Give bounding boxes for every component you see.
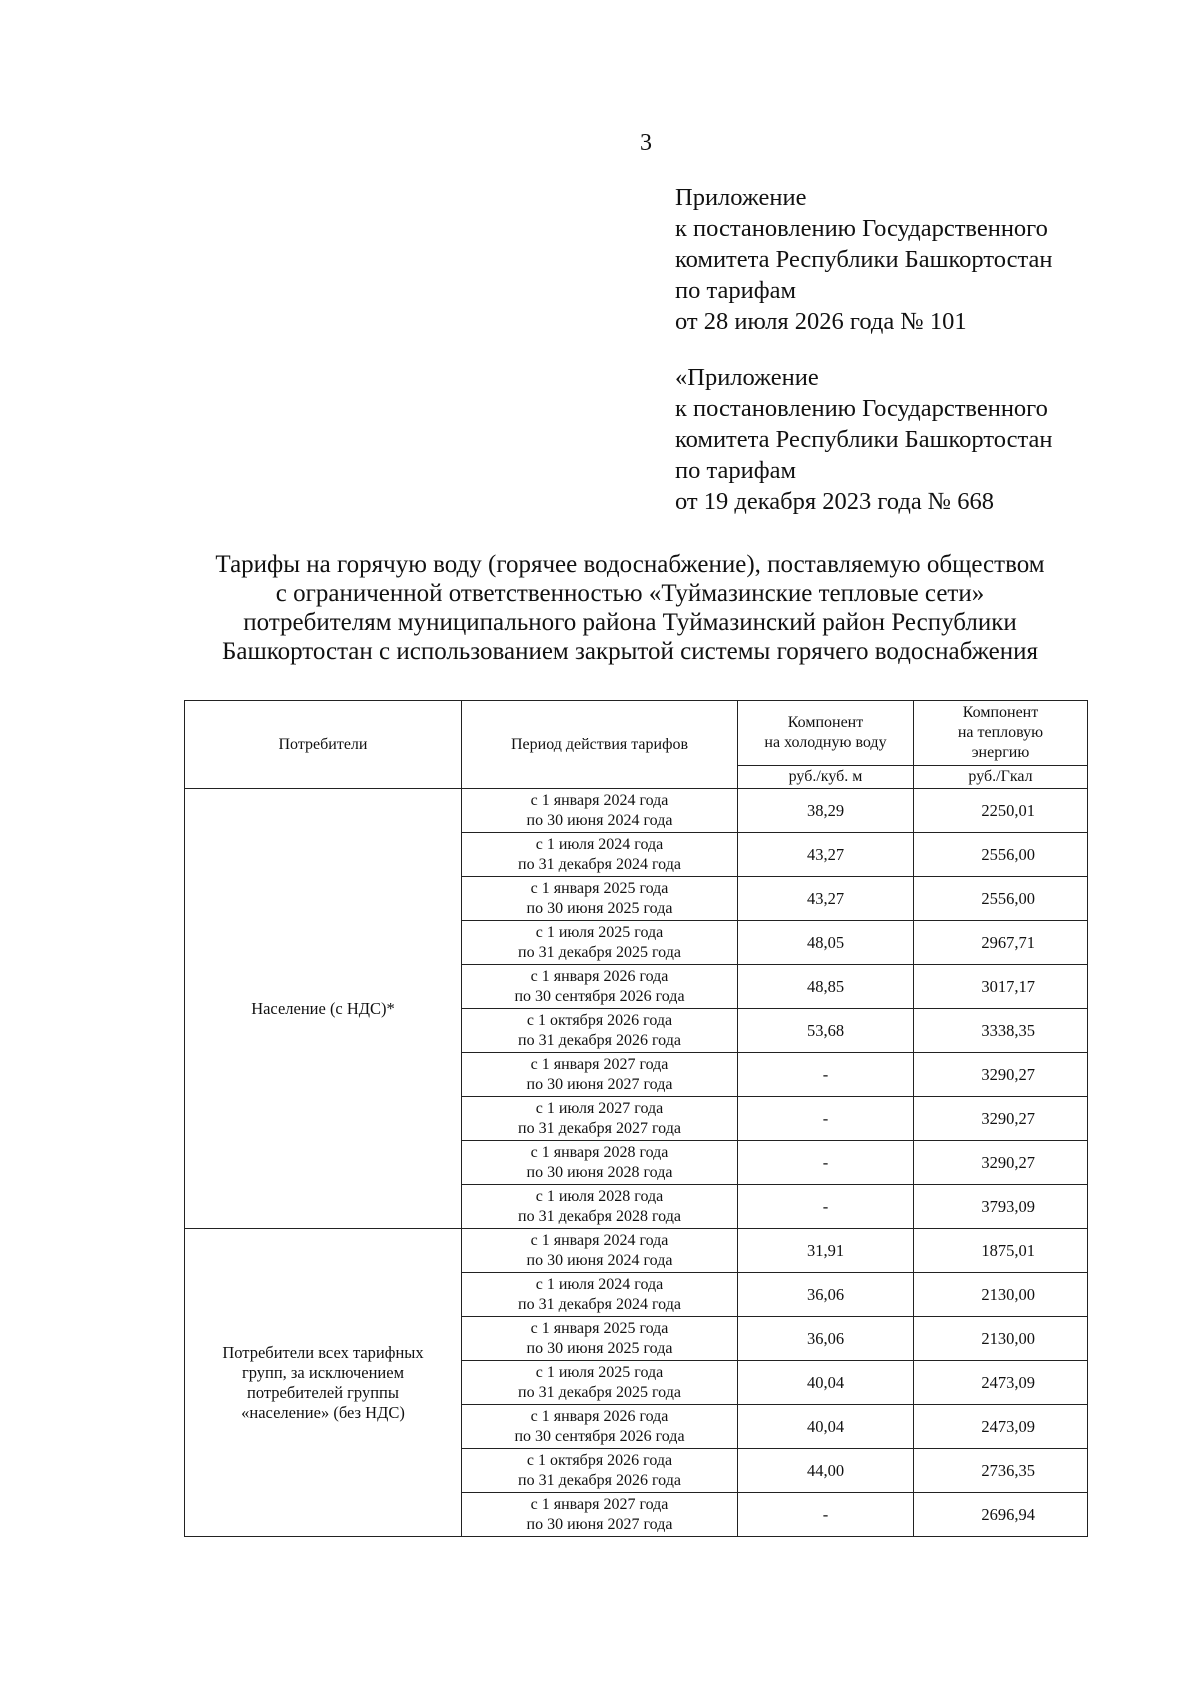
period-line: с 1 января 2025 года — [530, 1319, 669, 1337]
cold-water-value: 44,00 — [738, 1449, 914, 1493]
period-line: по 30 сентября 2026 года — [514, 1427, 685, 1445]
period-line: с 1 октября 2026 года — [526, 1011, 673, 1029]
consumer-line: потребителей группы — [247, 1382, 399, 1402]
appendix-original — [675, 362, 1052, 517]
header-cold-water — [738, 701, 914, 766]
period-cell — [462, 965, 738, 1009]
period-cell — [462, 1097, 738, 1141]
consumer-group-cell — [185, 789, 462, 1229]
period-line: с 1 января 2028 года — [530, 1143, 669, 1161]
appendix-line: от 19 декабря 2023 года № 668 — [675, 488, 995, 515]
cold-water-value: - — [738, 1493, 914, 1537]
appendix-line: «Приложение — [675, 364, 819, 391]
period-cell — [462, 789, 738, 833]
heat-energy-value: 3793,09 — [914, 1185, 1088, 1229]
heat-energy-value: 2736,35 — [914, 1449, 1088, 1493]
period-line: с 1 января 2027 года — [530, 1495, 669, 1513]
period-cell — [462, 1185, 738, 1229]
appendix-line: по тарифам — [675, 277, 796, 304]
cold-water-value: 43,27 — [738, 833, 914, 877]
appendix-line: к постановлению Государственного — [675, 395, 1048, 422]
appendix-line: комитета Республики Башкортостан — [675, 426, 1053, 453]
heat-energy-value: 3017,17 — [914, 965, 1088, 1009]
period-line: по 30 июня 2028 года — [526, 1163, 673, 1181]
period-cell — [462, 1361, 738, 1405]
header-line: на тепловую — [957, 724, 1044, 741]
title-line: потребителям муниципального района Туймазинский район Республики — [243, 609, 1017, 636]
cold-water-value: 40,04 — [738, 1405, 914, 1449]
unit-cold-water: руб./куб. м — [738, 766, 914, 789]
period-line: по 31 декабря 2027 года — [518, 1119, 681, 1137]
heat-energy-value: 3290,27 — [914, 1053, 1088, 1097]
heat-energy-value: 3290,27 — [914, 1097, 1088, 1141]
document-title — [130, 550, 1130, 666]
appendix-line: Приложение — [675, 184, 807, 211]
cold-water-value: 43,27 — [738, 877, 914, 921]
cold-water-value: - — [738, 1097, 914, 1141]
heat-energy-value: 2130,00 — [914, 1273, 1088, 1317]
period-cell — [462, 1141, 738, 1185]
cold-water-value: 38,29 — [738, 789, 914, 833]
period-cell — [462, 877, 738, 921]
appendix-line: комитета Республики Башкортостан — [675, 246, 1053, 273]
table-row — [185, 789, 1088, 833]
period-cell — [462, 1273, 738, 1317]
cold-water-value: 31,91 — [738, 1229, 914, 1273]
period-cell — [462, 1405, 738, 1449]
consumer-line: «население» (без НДС) — [241, 1402, 405, 1422]
period-line: с 1 июля 2024 года — [535, 835, 664, 853]
consumer-line: Население (с НДС)* — [251, 998, 395, 1018]
heat-energy-value: 2473,09 — [914, 1405, 1088, 1449]
period-line: с 1 января 2026 года — [530, 967, 669, 985]
period-line: по 31 декабря 2025 года — [518, 1383, 681, 1401]
period-line: с 1 июля 2027 года — [535, 1099, 664, 1117]
cold-water-value: - — [738, 1053, 914, 1097]
consumer-line: групп, за исключением — [241, 1362, 405, 1382]
appendix-line: от 28 июля 2026 года № 101 — [675, 308, 967, 335]
appendix-line: к постановлению Государственного — [675, 215, 1048, 242]
heat-energy-value: 2967,71 — [914, 921, 1088, 965]
period-cell — [462, 1449, 738, 1493]
cold-water-value: 36,06 — [738, 1273, 914, 1317]
period-line: по 30 июня 2025 года — [526, 1339, 673, 1357]
heat-energy-value: 3338,35 — [914, 1009, 1088, 1053]
period-cell — [462, 1009, 738, 1053]
period-line: по 30 июня 2024 года — [526, 1251, 673, 1269]
heat-energy-value: 2696,94 — [914, 1493, 1088, 1537]
period-line: по 31 декабря 2024 года — [518, 1295, 681, 1313]
period-cell — [462, 1229, 738, 1273]
period-line: по 31 декабря 2026 года — [518, 1471, 681, 1489]
period-line: с 1 июля 2025 года — [535, 1363, 664, 1381]
period-line: по 31 декабря 2025 года — [518, 943, 681, 961]
header-consumers: Потребители — [185, 701, 462, 789]
title-line: Тарифы на горячую воду (горячее водоснабжение), поставляемую обществом — [215, 551, 1045, 578]
cold-water-value: 48,85 — [738, 965, 914, 1009]
period-cell — [462, 833, 738, 877]
tariff-table-body — [185, 789, 1088, 1537]
period-line: с 1 января 2024 года — [530, 791, 669, 809]
cold-water-value: 36,06 — [738, 1317, 914, 1361]
title-line: Башкортостан с использованием закрытой системы горячего водоснабжения — [222, 638, 1038, 665]
header-line: на холодную воду — [764, 734, 887, 751]
period-line: с 1 января 2026 года — [530, 1407, 669, 1425]
header-line: Компонент — [962, 704, 1039, 721]
period-line: с 1 января 2024 года — [530, 1231, 669, 1249]
page-number: 3 — [640, 130, 652, 156]
heat-energy-value: 3290,27 — [914, 1141, 1088, 1185]
period-line: с 1 октября 2026 года — [526, 1451, 673, 1469]
heat-energy-value: 2250,01 — [914, 789, 1088, 833]
heat-energy-value: 2556,00 — [914, 877, 1088, 921]
period-line: с 1 июля 2025 года — [535, 923, 664, 941]
period-line: по 31 декабря 2028 года — [518, 1207, 681, 1225]
heat-energy-value: 2130,00 — [914, 1317, 1088, 1361]
period-line: по 30 июня 2025 года — [526, 899, 673, 917]
unit-heat-energy: руб./Гкал — [914, 766, 1088, 789]
cold-water-value: 40,04 — [738, 1361, 914, 1405]
period-line: по 30 июня 2024 года — [526, 811, 673, 829]
period-line: с 1 июля 2028 года — [535, 1187, 664, 1205]
header-heat-energy — [914, 701, 1088, 766]
heat-energy-value: 1875,01 — [914, 1229, 1088, 1273]
cold-water-value: - — [738, 1185, 914, 1229]
period-line: по 30 июня 2027 года — [526, 1075, 673, 1093]
heat-energy-value: 2473,09 — [914, 1361, 1088, 1405]
table-row — [185, 1229, 1088, 1273]
appendix-current — [675, 182, 1052, 337]
header-line: Компонент — [787, 714, 864, 731]
cold-water-value: - — [738, 1141, 914, 1185]
header-line: энергию — [971, 744, 1030, 761]
period-cell — [462, 1493, 738, 1537]
title-line: с ограниченной ответственностью «Туймазинские тепловые сети» — [275, 580, 985, 607]
period-line: с 1 января 2025 года — [530, 879, 669, 897]
cold-water-value: 48,05 — [738, 921, 914, 965]
period-line: с 1 января 2027 года — [530, 1055, 669, 1073]
tariff-table — [184, 700, 1088, 1537]
consumer-line: Потребители всех тарифных — [222, 1342, 424, 1362]
period-line: по 30 июня 2027 года — [526, 1515, 673, 1533]
heat-energy-value: 2556,00 — [914, 833, 1088, 877]
period-line: по 31 декабря 2024 года — [518, 855, 681, 873]
header-period: Период действия тарифов — [462, 701, 738, 789]
period-line: по 31 декабря 2026 года — [518, 1031, 681, 1049]
period-cell — [462, 1053, 738, 1097]
tariff-table-header — [185, 701, 1088, 789]
period-cell — [462, 921, 738, 965]
cold-water-value: 53,68 — [738, 1009, 914, 1053]
period-line: с 1 июля 2024 года — [535, 1275, 664, 1293]
period-cell — [462, 1317, 738, 1361]
consumer-group-cell — [185, 1229, 462, 1537]
appendix-line: по тарифам — [675, 457, 796, 484]
period-line: по 30 сентября 2026 года — [514, 987, 685, 1005]
